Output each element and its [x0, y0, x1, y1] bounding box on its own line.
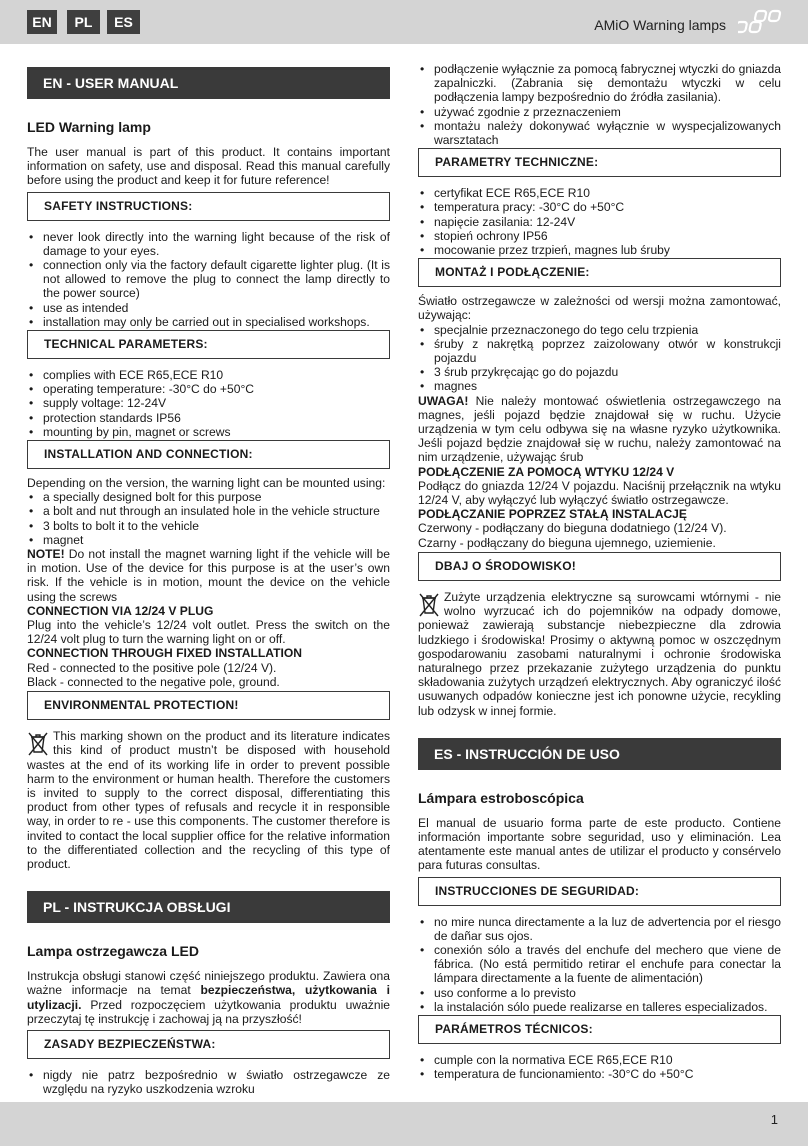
en-plug-text: Plug into the vehicle’s 12/24 volt outlet. Press the switch on the 12/24 volt plug to turn the warning light on or off.: [27, 618, 390, 647]
en-fixed-heading: CONNECTION THROUGH FIXED INSTALLATION: [27, 646, 303, 661]
crossed-bin-icon: [27, 731, 49, 757]
right-column: [418, 62, 781, 1081]
pl-install-heading: MONTAŻ I PODŁĄCZENIE:: [418, 258, 781, 287]
en-note: [27, 547, 390, 604]
en-red-text: Red - connected to the positive pole (12/24 V).: [27, 660, 277, 675]
list-item: • complies with ECE R65,ECE R10: [27, 368, 390, 382]
list-item: • 3 śrub przykręcając go do pojazdu: [418, 365, 781, 379]
note-text: Nie należy montować oświetlenia ostrzegawczego na magnes, jeśli pojazd będzie znajdował się w ruchu. Użycie urządzenia w tym celu odbywa się na własne ryzyko użytkownika. Jeśli pojazd będzie znajdował się w ruchu, należy zamontować na nim urządzenie, używając śrub: [418, 393, 781, 465]
pl-safety-list-continued: [418, 62, 781, 147]
list-item: • protection standards IP56: [27, 411, 390, 425]
list-item: • używać zgodnie z przeznaczeniem: [418, 105, 781, 119]
list-item: • temperatura pracy: -30°C do +50°C: [418, 200, 781, 214]
en-section-title: EN - USER MANUAL: [27, 67, 390, 99]
header-bar: [0, 0, 808, 44]
amio-logo-icon: [738, 9, 784, 35]
en-safety-list: [27, 230, 390, 329]
page-number: 1: [770, 1112, 778, 1127]
es-safety-heading: INSTRUCCIONES DE SEGURIDAD:: [418, 877, 781, 906]
es-safety-list: [418, 915, 781, 1014]
en-safety-heading: SAFETY INSTRUCTIONS:: [27, 192, 390, 221]
es-product-title: Lámpara estroboscópica: [418, 789, 584, 806]
lang-tab-pl[interactable]: PL: [67, 10, 100, 34]
es-intro: El manual de usuario forma parte de este producto. Contiene información importante sobre seguridad, uso y eliminación. Lea atentamente este manual antes de utilizar el producto y consérvelo para futuras consultas.: [418, 815, 781, 873]
en-env-heading: ENVIRONMENTAL PROTECTION!: [27, 691, 390, 720]
pl-intro-b: Przed rozpoczęciem użytkowania produktu uważnie przeczytaj tę instrukcję i zachowaj ją na przyszłość!: [27, 997, 390, 1026]
list-item: • supply voltage: 12-24V: [27, 396, 390, 410]
list-item: • magnet: [27, 533, 390, 547]
list-item: • use as intended: [27, 301, 390, 315]
list-item: • never look directly into the warning light because of the risk of damage to your eyes.: [27, 230, 390, 258]
list-item: • a specially designed bolt for this purpose: [27, 490, 390, 504]
list-item: • a bolt and nut through an insulated hole in the vehicle structure: [27, 504, 390, 518]
pl-plug-text: Podłącz do gniazda 12/24 V pojazdu. Naciśnij przełącznik na wtyku 12/24 V, aby wyłączyć lub wyłączyć światło ostrzegawcze.: [418, 478, 781, 508]
en-intro: The user manual is part of this product. It contains important information on safety, use and disposal. Read this manual carefully before using the product and keep it for future reference!: [27, 145, 390, 188]
list-item: • operating temperature: -30°C do +50°C: [27, 382, 390, 396]
en-env-paragraph: [27, 729, 390, 871]
list-item: • uso conforme a lo previsto: [418, 986, 781, 1000]
en-tech-heading: TECHNICAL PARAMETERS:: [27, 330, 390, 359]
list-item: • nigdy nie patrz bezpośrednio w światło ostrzegawcze ze względu na ryzyko uszkodzenia wzroku: [27, 1068, 390, 1096]
list-item: • la instalación sólo puede realizarse en talleres especializados.: [418, 1000, 781, 1014]
left-column: [27, 60, 390, 1096]
note-text: Do not install the magnet warning light if the vehicle will be in motion. Use of the device for this purpose is at the user’s own risk. If the vehicle is in motion, mount the device on the vehicle using the screws: [27, 547, 390, 604]
pl-tech-heading: PARAMETRY TECHNICZNE:: [418, 148, 781, 177]
lang-tab-en[interactable]: EN: [27, 10, 57, 34]
pl-env-text: Zużyte urządzenia elektryczne są surowcami wtórnymi - nie wolno wyrzucać ich do pojemników na odpady domowe, ponieważ zawierają substancje niebezpieczne dla zdrowia ludzkiego i środowiska! Prosimy o aktywną pomoc w oszczędnym gospodarowaniu zasobami naturalnymi i ochronie środowiska naturalnego przez przekazanie zużytego urządzenia do punktu składowania zużytych urządzeń elektrycznych. Aby ograniczyć ilość usuwanych odpadów konieczne jest ich ponowne użycie, recykling lub odzysk w innej formie.: [418, 589, 781, 718]
pl-intro: [27, 969, 390, 1026]
list-item: • cumple con la normativa ECE R65,ECE R10: [418, 1053, 781, 1067]
pl-section-title: PL - INSTRUKCJA OBSŁUGI: [27, 891, 390, 923]
list-item: • mocowanie przez trzpień, magnes lub śruby: [418, 243, 781, 257]
footer-bar: [0, 1102, 808, 1146]
pl-intro-a: Instrukcja obsługi stanowi część niniejszego produktu. Zawiera ona ważne informacje na temat: [27, 969, 390, 998]
en-plug-heading: CONNECTION VIA 12/24 V PLUG: [27, 603, 214, 618]
es-tech-list: [418, 1053, 781, 1081]
list-item: • 3 bolts to bolt it to the vehicle: [27, 519, 390, 533]
list-item: • specjalnie przeznaczonego do tego celu trzpienia: [418, 323, 781, 337]
list-item: • magnes: [418, 379, 781, 393]
es-tech-heading: PARÁMETROS TÉCNICOS:: [418, 1015, 781, 1044]
pl-tech-list: [418, 186, 781, 257]
en-install-intro: Depending on the version, the warning light can be mounted using:: [27, 476, 386, 491]
pl-product-title: Lampa ostrzegawcza LED: [27, 943, 199, 960]
es-section-title: ES - INSTRUCCIÓN DE USO: [418, 738, 781, 770]
en-tech-list: [27, 368, 390, 439]
pl-intro-bold: bezpieczeństwa, użytkowania i utylizacji.: [27, 983, 390, 1012]
list-item: • podłączenie wyłącznie za pomocą fabrycznej wtyczki do gniazda zapalniczki. (Zabrania się demontażu wtyczki w celu podłączenia lampy bezpośrednio do źródła zasilania).: [418, 62, 781, 105]
en-env-text: This marking shown on the product and its literature indicates this kind of product mustn’t be disposed with household wastes at the end of its working life in order to prevent possible harm to the environment or human health. Therefore the customers is invited to supply to the correct disposal, differentiating this product from other types of refusals and recycle it in responsible way, in order to re - use this components. The customer therefore is invited to contact the local supplier office for the relative information to the differentiated collection and the recycling of this type of product.: [27, 729, 390, 871]
note-label: NOTE!: [27, 547, 65, 562]
list-item: • connection only via the factory default cigarette lighter plug. (It is not allowed to remove the plug to connect the lamp directly to the power source): [27, 258, 390, 301]
lang-tab-es[interactable]: ES: [107, 10, 140, 34]
en-install-heading: INSTALLATION AND CONNECTION:: [27, 440, 390, 469]
list-item: • temperatura de funcionamiento: -30°C do +50°C: [418, 1067, 781, 1081]
list-item: • certyfikat ECE R65,ECE R10: [418, 186, 781, 200]
list-item: • stopień ochrony IP56: [418, 229, 781, 243]
pl-black-text: Czarny - podłączany do bieguna ujemnego, uziemienie.: [418, 535, 716, 550]
pl-install-intro: Światło ostrzegawcze w zależności od wersji można zamontować, używając:: [418, 294, 781, 323]
crossed-bin-icon: [418, 592, 440, 618]
pl-env-heading: DBAJ O ŚRODOWISKO!: [418, 552, 781, 581]
en-black-text: Black - connected to the negative pole, ground.: [27, 674, 280, 689]
document-title: AMiO Warning lamps: [594, 17, 726, 33]
pl-safety-list: [27, 1068, 390, 1096]
list-item: • mounting by pin, magnet or screws: [27, 425, 390, 439]
pl-fixed-heading: PODŁĄCZANIE POPRZEZ STAŁĄ INSTALACJĘ: [418, 507, 687, 522]
list-item: • napięcie zasilania: 12-24V: [418, 215, 781, 229]
list-item: • conexión sólo a través del enchufe del mechero que viene de fábrica. (No está permitido retirar el enchufe para conectar la lámpara directamente a la fuente de alimentación): [418, 943, 781, 986]
list-item: • no mire nunca directamente a la luz de advertencia por el riesgo de dañar sus ojos.: [418, 915, 781, 943]
note-label: UWAGA!: [418, 393, 469, 408]
en-product-title: LED Warning lamp: [27, 119, 151, 135]
pl-plug-heading: PODŁĄCZENIE ZA POMOCĄ WTYKU 12/24 V: [418, 464, 675, 479]
pl-note: [418, 394, 781, 465]
en-install-list: [27, 490, 390, 547]
list-item: • installation may only be carried out in specialised workshops.: [27, 315, 390, 329]
pl-safety-heading: ZASADY BEZPIECZEŃSTWA:: [27, 1030, 390, 1059]
pl-red-text: Czerwony - podłączany do bieguna dodatniego (12/24 V).: [418, 521, 727, 536]
list-item: • śruby z nakrętką poprzez zaizolowany otwór w konstrukcji pojazdu: [418, 337, 781, 365]
list-item: • montażu należy dokonywać wyłącznie w wyspecjalizowanych warsztatach: [418, 119, 781, 147]
pl-install-list: [418, 323, 781, 394]
pl-env-paragraph: [418, 590, 781, 718]
